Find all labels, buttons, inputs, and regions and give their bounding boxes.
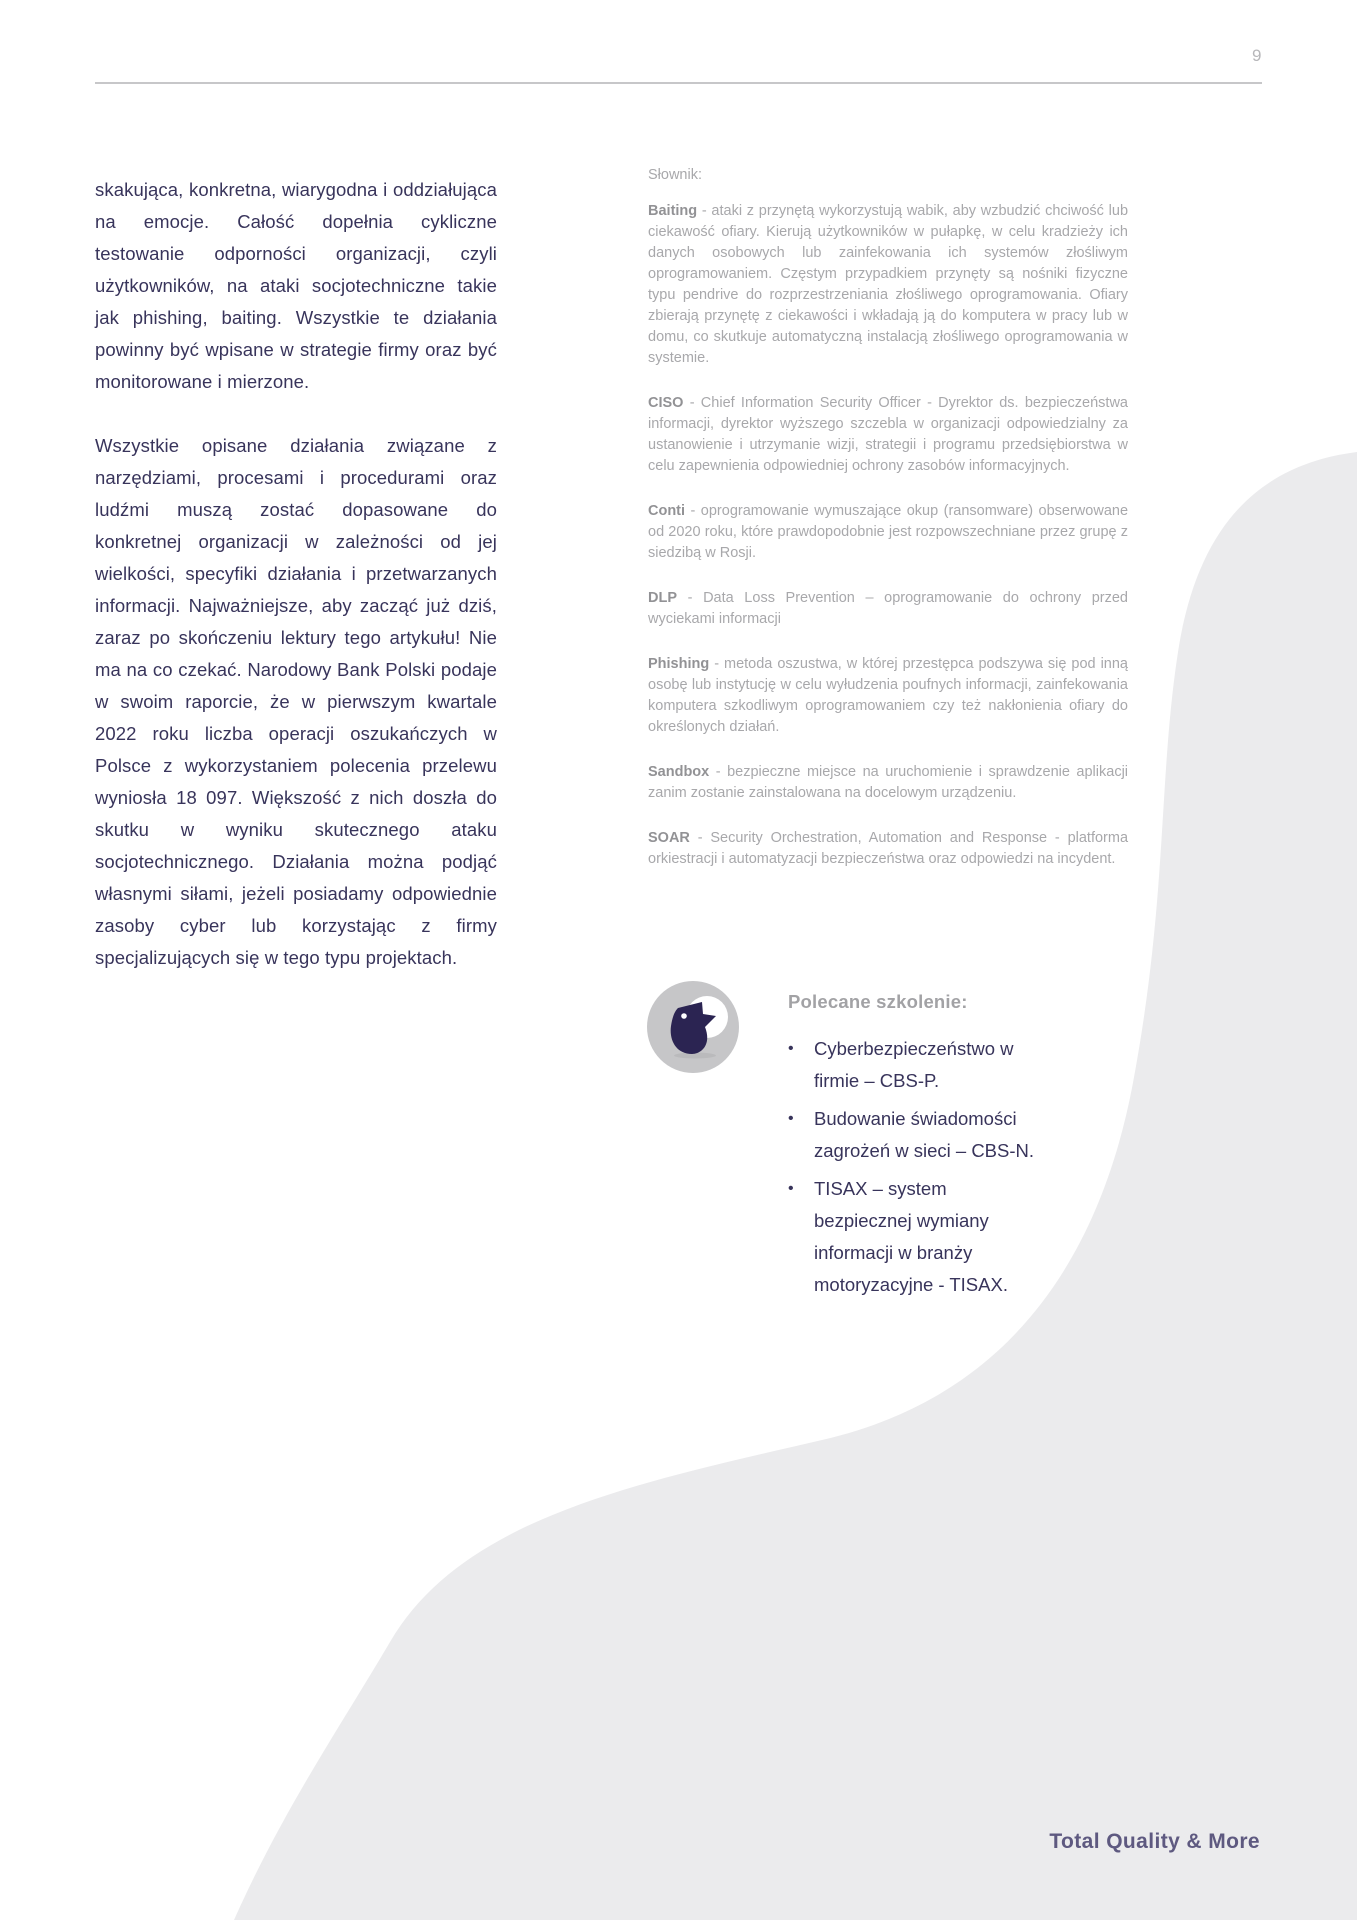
glossary-term: Conti	[648, 502, 686, 519]
glossary-definition: - ataki z przynętą wykorzystują wabik, aby wzbudzić chciwość lub ciekawość ofiary. Kierują użytkowników w pułapkę, w celu kradzieży ich danych osobowych lub zainfekowania ich systemów złośliwym oprogramowaniem. Częstym przypadkiem przynęty są nośniki fizyczne typu pendrive do rozprzestrzeniania złośliwego oprogramowania. Ofiary zbierają przynętę z ciekawości i wkładają ją do komputera w pracy lub w domu, co skutkuje automatyczną instalacją złośliwego oprogramowania w systemie.	[648, 202, 1129, 366]
training-list-item	[788, 1173, 1048, 1301]
brand-footer: Total Quality & More	[1049, 1830, 1260, 1853]
glossary-entry	[648, 501, 1128, 564]
glossary-definition: - Data Loss Prevention – oprogramowanie do ochrony przed wyciekami informacji	[648, 589, 1128, 627]
glossary-definition: - oprogramowanie wymuszające okup (ransomware) obserwowane od 2020 roku, które prawdopodobnie jest rozpowszechniane przez grupę z siedzibą w Rosji.	[648, 502, 1129, 561]
glossary-term: Phishing	[648, 655, 710, 672]
training-body	[788, 991, 1048, 1307]
header-rule	[95, 82, 1262, 84]
glossary-definition: - Chief Information Security Officer - Dyrektor ds. bezpieczeństwa informacji, dyrektor wyższego szczebla w organizacji odpowiedzialny za ustanowienie i utrzymanie wizji, strategii i programu przedsiębiorstwa w celu zapewnienia odpowiedniej ochrony zasobów informacyjnych.	[648, 394, 1128, 474]
glossary-term: Sandbox	[648, 763, 710, 780]
glossary-term: SOAR	[648, 829, 690, 846]
glossary-term: DLP	[648, 589, 677, 606]
article-paragraph: skakująca, konkretna, wiarygodna i oddziałująca na emocje. Całość dopełnia cykliczne testowanie odporności organizacji, czyli użytkowników, na ataki socjotechniczne takie jak phishing, baiting. Wszystkie te działania powinny być wpisane w strategie firmy oraz być monitorowane i mierzone.	[95, 178, 497, 392]
training-item-text: Cyberbezpieczeństwo w firmie – CBS-P.	[814, 1038, 1014, 1091]
glossary-entry	[648, 393, 1128, 477]
bird-logo-icon	[647, 981, 739, 1073]
glossary-heading: Słownik:	[648, 167, 702, 183]
glossary-entry	[648, 762, 1128, 804]
bullet-icon: •	[788, 1040, 794, 1057]
training-list-item	[788, 1103, 1048, 1167]
article-column	[95, 155, 497, 992]
glossary-entry	[648, 828, 1128, 870]
training-list-item	[788, 1033, 1048, 1097]
glossary-entry	[648, 201, 1128, 369]
glossary-term: CISO	[648, 394, 684, 411]
training-item-text: Budowanie świadomości zagrożeń w sieci – CBS-N.	[814, 1108, 1035, 1161]
bullet-icon: •	[788, 1110, 794, 1127]
training-heading: Polecane szkolenie:	[788, 991, 968, 1012]
article-paragraph: Wszystkie opisane działania związane z narzędziami, procesami i procedurami oraz ludźmi muszą zostać dopasowane do konkretnej organizacji w zależności od jej wielkości, specyfiki działania i przetwarzanych informacji. Najważniejsze, aby zacząć już dziś, zaraz po skończeniu lektury tego artykułu! Nie ma na co czekać. Narodowy Bank Polski podaje w swoim raporcie, że w pierwszym kwartale 2022 roku liczba operacji oszukańczych w Polsce z wykorzystaniem polecenia przelewu wyniosła 18 097. Większość z nich doszła do skutku w wyniku skutecznego ataku socjotechnicznego. Działania można podjąć własnymi siłami, jeżeli posiadamy odpowiednie zasoby cyber lub korzystając z firmy specjalizujących się w tego typu projektach.	[95, 434, 497, 968]
glossary-term: Baiting	[648, 202, 698, 219]
page-number: 9	[1252, 46, 1262, 65]
glossary-entry	[648, 654, 1128, 738]
glossary-column	[648, 165, 1128, 894]
glossary-definition: - Security Orchestration, Automation and Response - platforma orkiestracji i automatyzacji bezpieczeństwa oraz odpowiedzi na incydent.	[648, 829, 1129, 867]
training-item-text: TISAX – system bezpiecznej wymiany informacji w branży motoryzacyjne - TISAX.	[814, 1178, 1008, 1295]
glossary-entry	[648, 588, 1128, 630]
glossary-definition: - bezpieczne miejsce na uruchomienie i sprawdzenie aplikacji zanim zostanie zainstalowana na docelowym urządzeniu.	[648, 763, 1129, 801]
bullet-icon: •	[788, 1180, 794, 1197]
glossary-definition: - metoda oszustwa, w której przestępca podszywa się pod inną osobę lub instytucję w celu wyłudzenia poufnych informacji, zainfekowania komputera szkodliwym oprogramowaniem czy też nakłonienia ofiary do określonych działań.	[648, 655, 1128, 735]
